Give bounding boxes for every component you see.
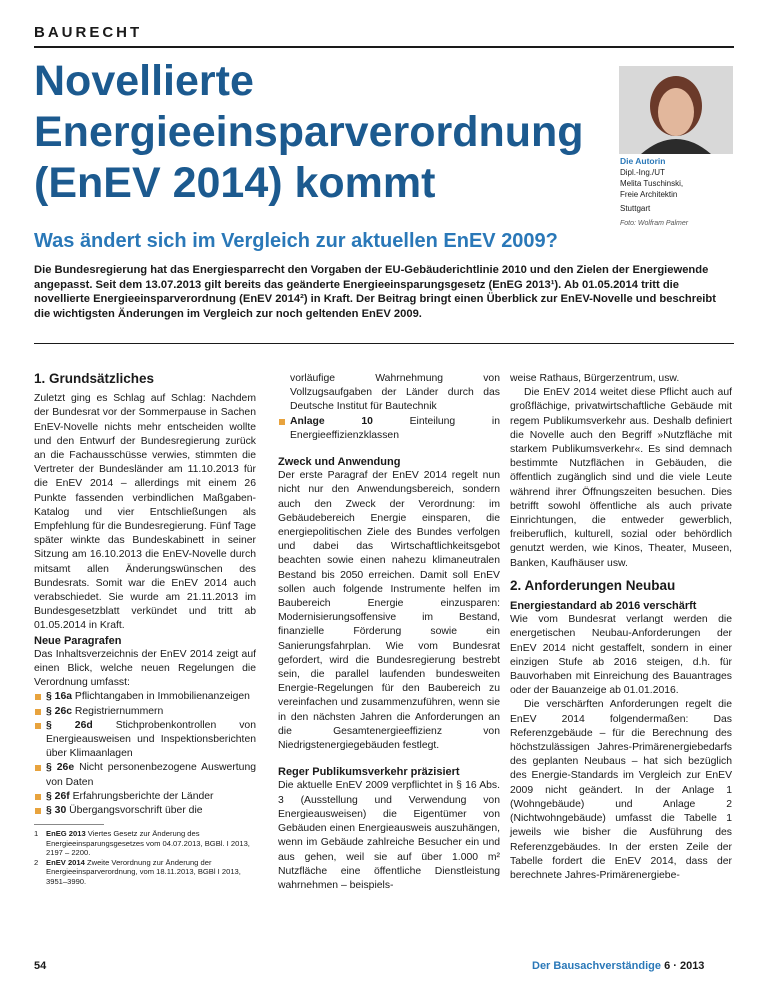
list-item: § 16a Pflichtangaben in Immobilienanzeigen: [34, 690, 256, 704]
column-3: [510, 372, 732, 883]
author-box: [620, 156, 734, 229]
footnote: 1 EnEG 2013 Viertes Gesetz zur Änderung des Energieeinsparungsgesetzes vom 04.07.2013, BGBl. I 2013, 2197 – 2200.: [34, 829, 250, 858]
subheading: Energiestandard ab 2016 verschärft: [510, 600, 697, 613]
list-item: § 26c Registriernummern: [34, 705, 256, 719]
list-item: Anlage 10 Einteilung in Energieeffizienzklassen: [278, 415, 500, 443]
author-heading: Die Autorin: [620, 156, 666, 166]
section-heading: 2. Anforderungen Neubau: [510, 577, 676, 593]
author-city: Stuttgart: [620, 204, 651, 213]
title-line: Energieeinsparverordnung: [34, 108, 584, 156]
list-item: § 26e Nicht personenbezogene Auswertung von Daten: [34, 761, 256, 789]
author-photo: [619, 66, 733, 154]
article-subtitle: Was ändert sich im Vergleich zur aktuellen EnEV 2009?: [34, 230, 558, 252]
column-1: [34, 372, 256, 886]
photo-credit: Foto: Wolfram Palmer: [620, 220, 689, 227]
paragraph: Zuletzt ging es Schlag auf Schlag: Nachdem der Bundesrat vor der Sommerpause in Sachen EnEV-Novelle nichts mehr entscheiden wollte und den Entwurf der Bundesregierung zurück an die Fachausschüsse verwies, stimmten die Vertreter der Bundesländer am 11.10.2013 für die EnEV 2014 – allerdings mit einem 26 Punkte fassenden verbindlichen Maßgaben-Katalog und vier Entschließungen als Empfehlung für die Bundesregierung. Fünf Tage später winkte das Bundeskabinett in seiner Sitzung am 16.10.2013 die EnEV-Novelle durch mitsamt allen Änderungswünschen des Bundesrats. Somit war die EnEV 2014 auch verabschiedet. Sie wurde am 21.11.2013 im Bundesgesetzblatt verkündet und tritt ab 01.05.2014 in Kraft.: [34, 393, 256, 632]
author-name-line: Freie Architektin: [620, 190, 678, 199]
footnote: 2 EnEV 2014 Zweite Verordnung zur Änderung der Energieeinsparverordnung, vom 18.11.2013, BGBl I 2013, 3951–3990.: [34, 857, 241, 886]
list-item: § 26f Erfahrungsberichte der Länder: [34, 790, 256, 804]
paragraph: weise Rathaus, Bürgerzentrum, usw.: [510, 373, 680, 384]
journal-name: Der Bausachverständige: [532, 960, 661, 972]
title-line: Novellierte: [34, 57, 254, 105]
article-title: [34, 56, 614, 209]
title-line: (EnEV 2014) kommt: [34, 159, 436, 207]
page-number: 54: [34, 960, 47, 972]
subheading: Neue Paragrafen: [34, 634, 122, 647]
paragraph: Die verschärften Anforderungen regelt die EnEV 2014 folgendermaßen: Das Referenzgebäude – für die Berechnung des höchstzulässigen Jahres-Primärenergiebedarfs des geplanten Neubaus – hat sich bezüglich des Energie-Standards im Vergleich zur EnEV 2009 nicht geändert. In der Anlage 1 (Wohngebäude) und Anlage 2 (Nichtwohngebäude) umfasst die Tabelle 1 jeweils wie bisher die Ausführung des Referenzgebäudes. In der ersten Zeile der Tabelle fordert die EnEV 2014, dass der berechnete Jahres-Primärenergiebe-: [510, 699, 732, 881]
paragraph: vorläufige Wahrnehmung von Vollzugsaufgaben der Länder durch das Deutsche Institut für Bautechnik: [290, 373, 500, 413]
author-name-line: Melita Tuschinski,: [620, 179, 684, 188]
section-heading: 1. Grundsätzliches: [34, 371, 155, 386]
subheading: Reger Publikumsverkehr präzisiert: [278, 766, 460, 779]
header-rule: [34, 46, 734, 48]
author-name-line: Dipl.-Ing./UT: [620, 168, 665, 177]
list-item: § 26d Stichprobenkontrollen von Energieausweisen und Inspektionsberichten über Klimaanlagen: [34, 719, 256, 762]
lead-rule: [34, 343, 734, 344]
section-label: BAURECHT: [34, 24, 143, 41]
journal-footer: [532, 960, 704, 972]
paragraph: Die EnEV 2014 weitet diese Pflicht auch auf großflächige, privatwirtschaftliche Gebäude mit regem Publikumsverkehr aus. Deshalb definiert die Novelle auch den Begriff »Nutzfläche mit starkem Publikumsverkehr«. Es sind demnach bestimmte Nutzflächen in Gebäuden, die öffentlich zugänglich sind und die viele Leute während ihrer Öffnungszeiten besuchen. Dies betrifft sowohl öffentliche als auch private Einrichtungen, die entweder gewerblich, freiberuflich, kulturell, sozial oder behördlich genutzt werden, wie Kinos, Theater, Museen, Banken, Kaufhäuser usw.: [510, 387, 732, 569]
column-2: [278, 372, 500, 893]
paragraph: Wie vom Bundesrat verlangt werden die energetischen Neubau-Anforderungen der EnEV 2014 nicht gestaffelt, sondern in einer einzigen Stufe ab 2016 steigen, d.h. für Bauvorhaben mit Einreichung des Bauantrages oder der Bauanzeige ab 01.01.2016.: [510, 614, 732, 697]
paragraph: Das Inhaltsverzeichnis der EnEV 2014 zeigt auf einen Blick, welche neuen Regelungen die Verordnung umfasst:: [34, 648, 256, 689]
journal-issue: 6 · 2013: [664, 960, 705, 972]
paragraph: Die aktuelle EnEV 2009 verpflichtet in § 16 Abs. 3 (Ausstellung und Verwendung von Energieausweisen) die Eigentümer von Gebäuden einen Energieausweis auszuhängen, wenn im Gebäude zahlreiche Besucher ein und aus gehen, weil sie auf über 1.000 m² Nutzfläche eine öffentliche Dienstleistung wahrnehmen – beispiels-: [278, 780, 500, 891]
list-item: § 30 Übergangsvorschrift über die: [34, 804, 256, 818]
lead-paragraph: Die Bundesregierung hat das Energiesparrecht den Vorgaben der EU-Gebäuderichtlinie 2010 und den Zielen der Energiewende angepasst. Seit dem 13.07.2013 gilt bereits das geänderte Energieeinsparungsgesetz (EnEG 2013¹). Ab 01.05.2014 tritt die novellierte Energieeinsparverordnung (EnEV 2014²) in Kraft. Der Beitrag bringt einen Überblick zur EnEV-Novelle und beschreibt die wichtigsten Änderungen im Vergleich zur noch geltenden EnEV 2009.: [34, 264, 716, 320]
subheading: Zweck und Anwendung: [278, 456, 401, 469]
paragraph: Der erste Paragraf der EnEV 2014 regelt nun nicht nur den Anwendungsbereich, sondern auch den Zweck der Verordnung: im Gebäudebereich Energie einsparen, die energiepolitischen Ziele des Bundes verfolgen und dabei das Wirtschaftlichkeitsgebot beachten sowie einen nahezu klimaneutralen Bestand bis 2050 erreichen. Damit soll EnEV sollen auch folgende Instrumente helfen im Baubereich Energie einzusparen: Modernisierungsoffensive im Bestand, finanzielle Förderung sowie ein Sanierungsfahrplan. Wie vom Bundesrat gefordert, wird die Bundesregierung bestrebt sein, die parallel laufenden bundesweiten Energie-Regelungen für den Baubereich zu vereinfachen und zusammenzuführen, wenn sie in den nächsten Jahren die Anforderungen an die Gesamtenergieeffizienz von Niedrigstenergiegebäuden festlegt.: [278, 470, 500, 752]
